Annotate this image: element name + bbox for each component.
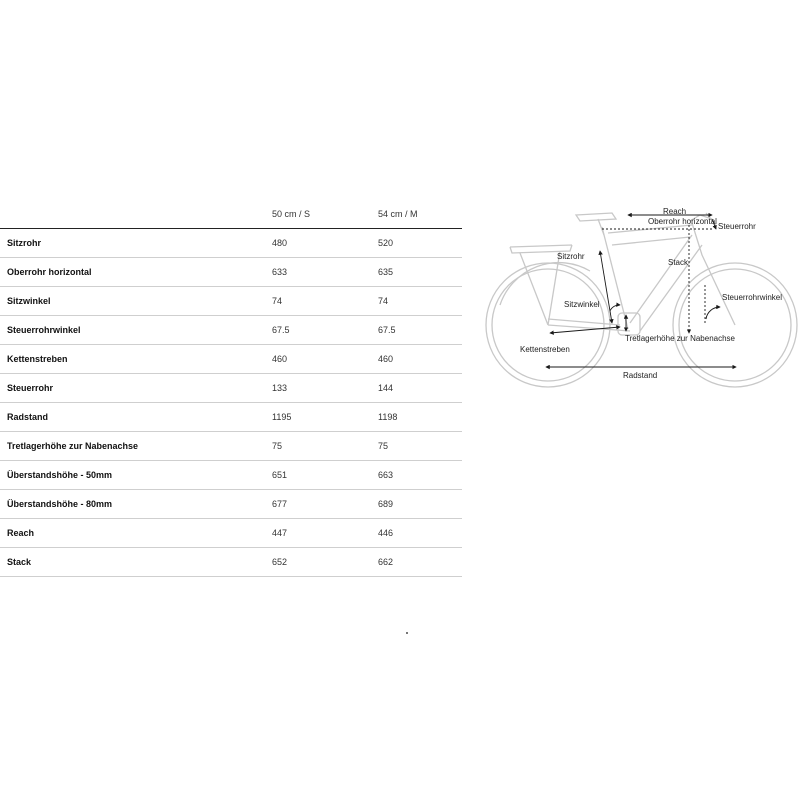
row-value-m: 663 — [372, 461, 462, 490]
row-value-s: 633 — [265, 258, 372, 287]
motor — [618, 313, 640, 335]
label-tretlager: Tretlagerhöhe zur Nabenachse — [625, 334, 735, 343]
table-row — [0, 258, 462, 287]
row-label: Kettenstreben — [0, 345, 265, 374]
top-tube — [608, 225, 692, 245]
label-stack: Stack — [668, 258, 689, 267]
row-value-m: 67.5 — [372, 316, 462, 345]
row-label: Steuerrohrwinkel — [0, 316, 265, 345]
row-label: Überstandshöhe - 80mm — [0, 490, 265, 519]
label-steuerrohr: Steuerrohr — [718, 222, 756, 231]
table-row — [0, 345, 462, 374]
header-size-s: 50 cm / S — [265, 200, 372, 229]
seat-post — [598, 219, 604, 235]
row-label: Stack — [0, 548, 265, 577]
header-size-m: 54 cm / M — [372, 200, 462, 229]
table-row — [0, 432, 462, 461]
table-row — [0, 403, 462, 432]
row-value-s: 651 — [265, 461, 372, 490]
row-label: Radstand — [0, 403, 265, 432]
row-value-s: 1195 — [265, 403, 372, 432]
row-label: Sitzwinkel — [0, 287, 265, 316]
geometry-table — [0, 200, 462, 577]
table-row — [0, 316, 462, 345]
row-value-m: 75 — [372, 432, 462, 461]
row-value-m: 74 — [372, 287, 462, 316]
row-value-s: 67.5 — [265, 316, 372, 345]
row-value-s: 133 — [265, 374, 372, 403]
label-reach: Reach — [663, 207, 687, 216]
row-value-s: 75 — [265, 432, 372, 461]
table-header-row — [0, 200, 462, 229]
bike-geometry-diagram — [480, 195, 800, 395]
seat-tube — [602, 227, 628, 329]
label-oberrohr: Oberrohr horizontal — [648, 217, 717, 226]
row-value-m: 635 — [372, 258, 462, 287]
table-row — [0, 548, 462, 577]
label-radstand: Radstand — [623, 371, 658, 380]
row-label: Oberrohr horizontal — [0, 258, 265, 287]
row-label: Reach — [0, 519, 265, 548]
measure-lines — [546, 215, 736, 367]
row-value-s: 460 — [265, 345, 372, 374]
row-value-m: 144 — [372, 374, 462, 403]
row-value-m: 1198 — [372, 403, 462, 432]
table-row — [0, 461, 462, 490]
table-row — [0, 229, 462, 258]
saddle — [576, 213, 616, 221]
table-row — [0, 374, 462, 403]
row-value-s: 480 — [265, 229, 372, 258]
row-value-m: 520 — [372, 229, 462, 258]
label-kettenstreben: Kettenstreben — [520, 345, 570, 354]
row-label: Steuerrohr — [0, 374, 265, 403]
table-row — [0, 490, 462, 519]
row-label: Tretlagerhöhe zur Nabenachse — [0, 432, 265, 461]
row-value-s: 652 — [265, 548, 372, 577]
row-value-s: 447 — [265, 519, 372, 548]
row-value-m: 446 — [372, 519, 462, 548]
down-tube — [630, 235, 702, 331]
row-label: Sitzrohr — [0, 229, 265, 258]
row-label: Überstandshöhe - 50mm — [0, 461, 265, 490]
stray-dot — [406, 632, 408, 634]
row-value-s: 74 — [265, 287, 372, 316]
label-sitzrohr: Sitzrohr — [557, 252, 585, 261]
table-row — [0, 519, 462, 548]
row-value-s: 677 — [265, 490, 372, 519]
row-value-m: 460 — [372, 345, 462, 374]
label-sitzwinkel: Sitzwinkel — [564, 300, 600, 309]
steuerrohrwinkel-arc — [706, 307, 720, 319]
header-label-column — [0, 200, 265, 229]
row-value-m: 689 — [372, 490, 462, 519]
sitzwinkel-arc — [610, 305, 620, 311]
label-steuerrohrwinkel: Steuerrohrwinkel — [722, 293, 783, 302]
row-value-m: 662 — [372, 548, 462, 577]
head-tube — [692, 223, 735, 325]
table-row — [0, 287, 462, 316]
